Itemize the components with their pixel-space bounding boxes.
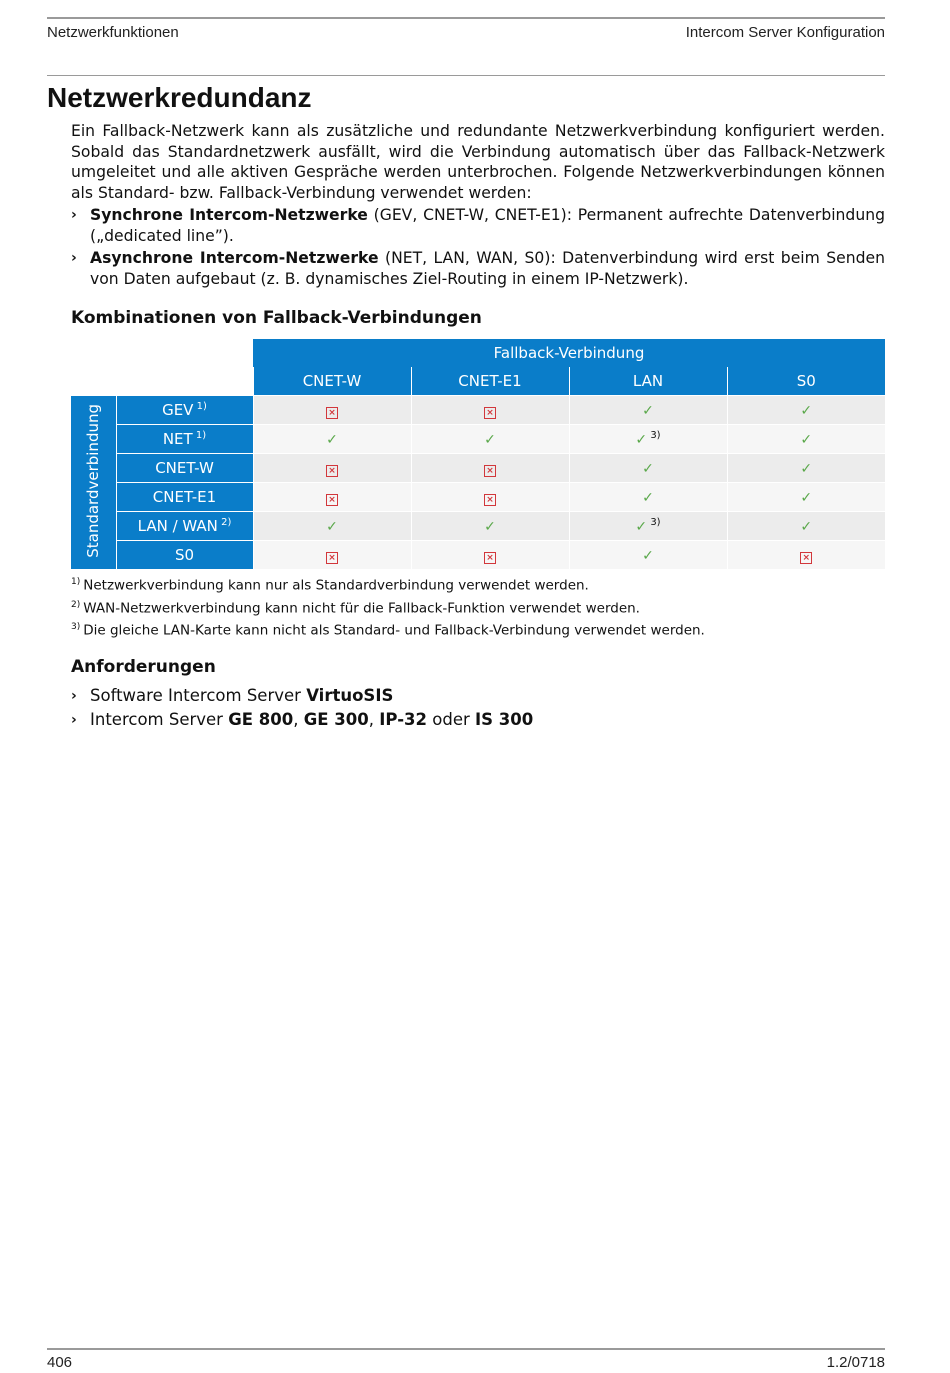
requirement-model: IP-32: [379, 710, 428, 729]
row-header-label: LAN / WAN: [137, 517, 218, 535]
row-header: [116, 483, 253, 512]
header-document-title: Intercom Server Konfiguration: [685, 24, 885, 41]
footnote: [71, 577, 589, 594]
standard-header: [71, 396, 116, 570]
check-icon: ✓: [484, 519, 496, 535]
table-cell: [569, 541, 727, 570]
list-item-text: (GEV, CNET-W, CNET-E1): Permanent aufrechte Datenverbindung („dedicated line”).: [90, 206, 885, 245]
requirement-text: Software Intercom Server: [90, 686, 307, 705]
table-cell: [569, 512, 727, 541]
table-cell: [411, 396, 569, 425]
table-cell: [727, 483, 885, 512]
separator: ,: [368, 710, 380, 729]
list-item-term: Synchrone Intercom-Netzwerke: [90, 206, 368, 224]
separator: oder: [427, 710, 476, 729]
table-cell: [411, 541, 569, 570]
row-header-label: CNET-E1: [152, 488, 217, 506]
footnote-text: Netzwerkverbindung kann nur als Standardverbindung verwendet werden.: [83, 577, 589, 594]
row-header-label: GEV: [162, 401, 194, 419]
check-icon: ✓: [326, 519, 338, 535]
table-cell: [253, 396, 411, 425]
x-box-icon: ×: [484, 494, 496, 506]
title-rule: [47, 75, 885, 76]
table-cell: [411, 425, 569, 454]
footnote-ref: 1): [193, 401, 207, 412]
table-cell: [727, 425, 885, 454]
x-box-icon: ×: [484, 465, 496, 477]
row-header: [116, 454, 253, 483]
list-item: [71, 205, 885, 246]
fallback-header: Fallback-Verbindung: [253, 339, 885, 367]
check-icon: ✓: [800, 490, 813, 506]
check-icon: ✓: [635, 519, 648, 535]
check-icon: ✓: [484, 432, 496, 448]
row-header: [116, 396, 253, 425]
table-cell: [411, 454, 569, 483]
table-row: [71, 541, 885, 570]
requirements-list: [71, 684, 885, 732]
table-row: [71, 396, 885, 425]
requirement-text: Intercom Server: [90, 710, 229, 729]
x-box-icon: ×: [326, 494, 338, 506]
table-cell: [727, 396, 885, 425]
table-row: [71, 512, 885, 541]
table-cell: [253, 512, 411, 541]
footnote-ref: 3): [647, 517, 661, 528]
intro-block: [71, 121, 885, 291]
page-number: 406: [47, 1354, 73, 1371]
chevron-right-icon: ›: [71, 688, 77, 704]
row-header: [116, 512, 253, 541]
x-box-icon: ×: [326, 552, 338, 564]
footnote-ref: 1): [192, 430, 207, 441]
check-icon: ✓: [642, 403, 654, 419]
footnote-text: WAN-Netzwerkverbindung kann nicht für die Fallback-Funktion verwendet werden.: [83, 600, 640, 616]
x-box-icon: ×: [484, 407, 496, 419]
x-box-icon: ×: [484, 552, 496, 564]
fallback-combination-table: [71, 339, 885, 569]
footnote-ref: 3): [647, 430, 661, 441]
intro-paragraph: Ein Fallback-Netzwerk kann als zusätzliche und redundante Netzwerkverbindung konfiguriert werden. Sobald das Standardnetzwerk ausfällt, wird die Verbindung automatisch über das Fallback-Netzwerk umgeleitet und alle aktiven Gespräche werden unterbrochen. Folgende Netzwerkverbindungen können als Standard- bzw. Fallback-Verbindung verwendet werden:: [71, 122, 885, 202]
x-box-icon: ×: [326, 407, 338, 419]
footnote-mark: 3): [71, 622, 81, 632]
table-cell: [569, 454, 727, 483]
list-item: [71, 248, 885, 289]
footnote: [71, 600, 640, 617]
header-section-label: Netzwerkfunktionen: [47, 24, 179, 41]
row-header-label: CNET-W: [155, 459, 214, 477]
page-title: Netzwerkredundanz: [47, 82, 312, 113]
table-corner: [71, 339, 253, 367]
column-header-lan: LAN: [569, 367, 727, 396]
table-cell: [727, 512, 885, 541]
check-icon: ✓: [326, 432, 338, 448]
document-version: 1.2/0718: [826, 1354, 885, 1371]
table-corner: [71, 367, 253, 396]
row-header-label: S0: [174, 546, 195, 564]
footnote-mark: 1): [71, 577, 81, 587]
table-row: [71, 454, 885, 483]
network-type-list: [71, 205, 885, 289]
table-cell: [253, 425, 411, 454]
check-icon: ✓: [642, 461, 654, 477]
check-icon: ✓: [642, 490, 654, 506]
table-cell: [727, 541, 885, 570]
requirement-software: VirtuoSIS: [306, 686, 394, 705]
check-icon: ✓: [800, 519, 813, 535]
footnote-text: Die gleiche LAN-Karte kann nicht als Standard- und Fallback-Verbindung verwendet werden.: [83, 622, 705, 639]
separator: ,: [293, 710, 304, 729]
row-header: [116, 541, 253, 570]
footnote: [71, 622, 705, 639]
table-cell: [569, 425, 727, 454]
table-row: [71, 425, 885, 454]
footnote-mark: 2): [71, 599, 81, 610]
x-box-icon: ×: [800, 552, 812, 564]
column-header-s0: S0: [727, 367, 885, 396]
top-rule: [47, 17, 885, 19]
requirements-heading: Anforderungen: [71, 657, 216, 677]
table-cell: [253, 454, 411, 483]
column-header-cnet-e1: CNET-E1: [411, 367, 569, 396]
table-cell: [727, 454, 885, 483]
table-cell: [411, 483, 569, 512]
list-item: [71, 708, 885, 732]
table-cell: [569, 483, 727, 512]
list-item: [71, 684, 885, 708]
chevron-right-icon: ›: [71, 250, 77, 266]
row-header: [116, 425, 253, 454]
combinations-heading: Kombinationen von Fallback-Verbindungen: [71, 308, 482, 328]
table-cell: [411, 512, 569, 541]
check-icon: ✓: [800, 461, 813, 477]
table-cell: [253, 541, 411, 570]
check-icon: ✓: [800, 403, 813, 419]
requirement-model: GE 800: [228, 710, 294, 729]
table-row: [71, 483, 885, 512]
x-box-icon: ×: [326, 465, 338, 477]
check-icon: ✓: [800, 432, 813, 448]
requirement-model: IS 300: [475, 710, 534, 729]
table-cell: [253, 483, 411, 512]
row-header-label: NET: [162, 430, 193, 448]
chevron-right-icon: ›: [71, 712, 77, 728]
bottom-rule: [47, 1348, 885, 1350]
check-icon: ✓: [635, 432, 648, 448]
standard-header-label: Standardverbindung: [84, 403, 103, 558]
list-item-text: (NET, LAN, WAN, S0): Datenverbindung wird erst beim Senden von Daten aufgebaut (z. B. dynamisches Ziel-Routing in einem IP-Netzwerk).: [90, 249, 885, 288]
check-icon: ✓: [642, 548, 654, 564]
table-cell: [569, 396, 727, 425]
footnote-ref: 2): [217, 517, 232, 528]
column-header-cnet-w: CNET-W: [253, 367, 411, 396]
chevron-right-icon: ›: [71, 207, 77, 223]
requirement-model: GE 300: [303, 710, 369, 729]
list-item-term: Asynchrone Intercom-Netzwerke: [90, 249, 379, 267]
